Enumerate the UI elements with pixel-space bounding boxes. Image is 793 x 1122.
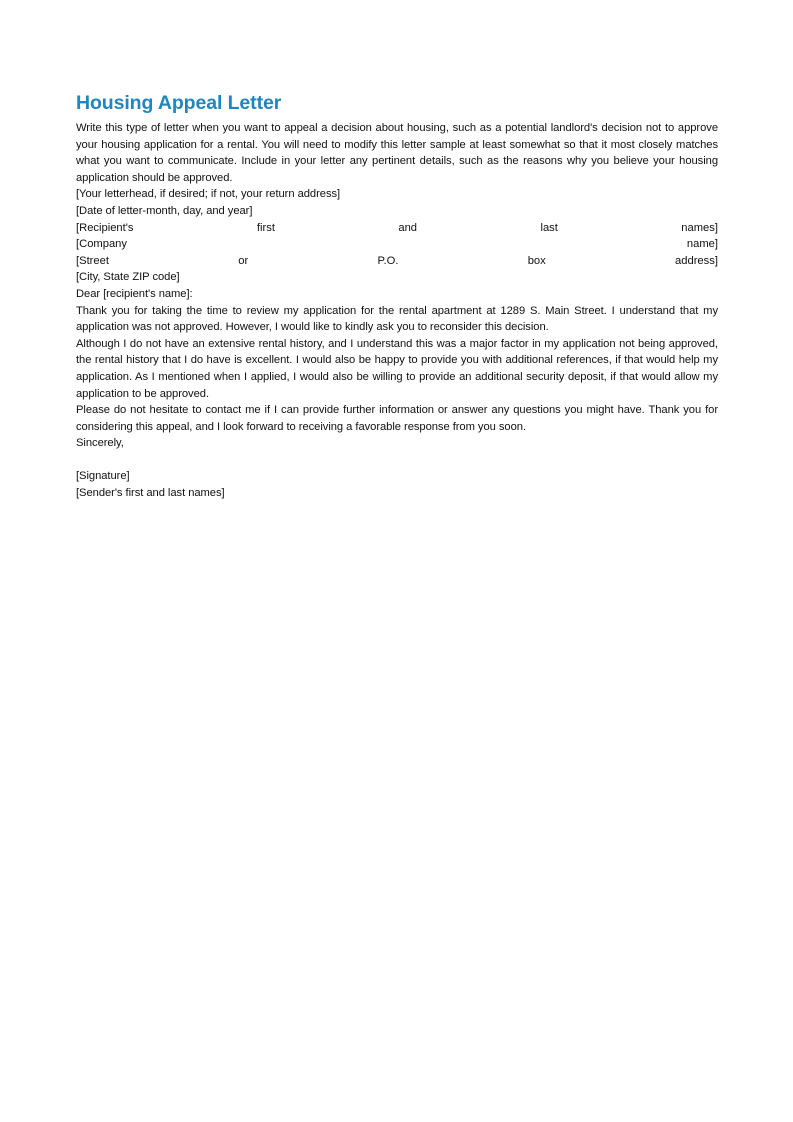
sender-name-line: [Sender's first and last names] xyxy=(76,487,225,500)
company-word: name] xyxy=(686,238,718,251)
recipient-line xyxy=(76,220,718,237)
city-line: [City, State ZIP code] xyxy=(76,271,180,284)
body-paragraph-2: Although I do not have an extensive rental history, and I understand this was a major factor in my application not being approved, the rental history that I do have is excellent. I would also be happy to provide you with additional references, if that would help my application. As I mentioned when I applied, I would also be willing to provide an additional security deposit, if that would allow my application to be approved. xyxy=(76,337,718,400)
body-paragraph-1: Thank you for taking the time to review my application for the rental apartment at 1289 S. Main Street. I understand that my application was not approved. However, I would like to kindly ask you to reconsider this decision. xyxy=(76,304,718,334)
recipient-word: last xyxy=(540,221,558,234)
signature-spacer xyxy=(76,452,718,469)
signature-line: [Signature] xyxy=(76,470,130,483)
company-line xyxy=(76,236,718,253)
street-line xyxy=(76,253,718,270)
salutation: Dear [recipient's name]: xyxy=(76,287,193,300)
letter-page xyxy=(76,90,718,502)
street-word: P.O. xyxy=(377,254,399,267)
recipient-word: and xyxy=(398,221,418,234)
recipient-word: names] xyxy=(681,221,718,234)
street-word: address] xyxy=(675,254,718,267)
closing: Sincerely, xyxy=(76,437,124,450)
recipient-word: [Recipient's xyxy=(76,221,134,234)
recipient-word: first xyxy=(256,221,275,234)
street-word: box xyxy=(527,254,546,267)
company-word: [Company xyxy=(76,238,127,251)
date-line: [Date of letter-month, day, and year] xyxy=(76,204,253,217)
street-word: or xyxy=(238,254,249,267)
document-title: Housing Appeal Letter xyxy=(76,92,282,114)
intro-paragraph: Write this type of letter when you want to appeal a decision about housing, such as a potential landlord's decision not to approve your housing application for a rental. You will need to modify this letter sample at least somewhat so that it most closely matches what you want to communicate. Include in your letter any pertinent details, such as the reasons why you believe your housing application should be approved. xyxy=(76,122,718,184)
street-word: [Street xyxy=(76,254,109,267)
body-paragraph-3: Please do not hesitate to contact me if I can provide further information or answer any questions you might have. Thank you for considering this appeal, and I look forward to receiving a favorable response from you soon. xyxy=(76,404,718,433)
letterhead-line: [Your letterhead, if desired; if not, your return address] xyxy=(76,188,341,201)
